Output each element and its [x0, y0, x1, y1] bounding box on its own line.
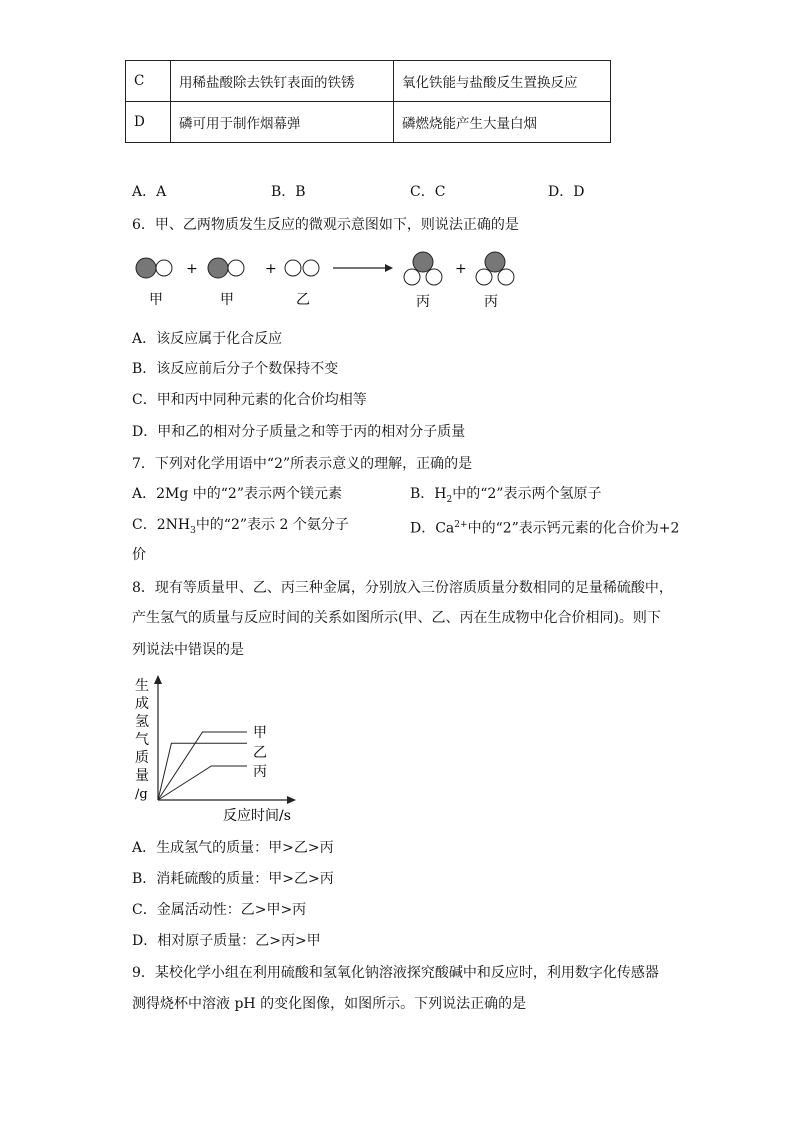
y-label-char: 量: [135, 768, 149, 784]
q6-option-d[interactable]: D．甲和乙的相对分子质量之和等于丙的相对分子质量: [132, 424, 466, 440]
row-reason: 磷燃烧能产生大量白烟: [394, 102, 611, 143]
molecule-atom-dark: [485, 252, 505, 272]
q7-option-d-continued: 价: [132, 547, 146, 563]
label-jia: 甲: [149, 292, 163, 308]
label-bing: 丙: [484, 294, 498, 310]
q7-stem: 7．下列对化学用语中“2”所表示意义的理解，正确的是: [132, 456, 473, 472]
q8-graph: [125, 670, 325, 830]
superscript: 2+: [454, 520, 468, 530]
series-label: 丙: [253, 764, 267, 780]
molecule-atom-light: [303, 260, 319, 276]
molecule-atom-dark: [413, 252, 433, 272]
subscript: 2: [446, 494, 453, 505]
molecule-atom-light: [498, 269, 514, 285]
q6-option-a[interactable]: A．该反应属于化合反应: [132, 331, 283, 347]
q6-option-b[interactable]: B．该反应前后分子个数保持不变: [132, 361, 339, 377]
y-label-char: 质: [135, 750, 149, 766]
row-letter: D: [126, 102, 171, 143]
subscript: 3: [190, 525, 196, 536]
option-text: B．H: [410, 486, 447, 502]
q8-option-b[interactable]: B．消耗硫酸的质量：甲>乙>丙: [132, 871, 334, 887]
molecule-atom-light: [404, 269, 420, 285]
x-axis-arrow-icon: [287, 796, 296, 804]
q7-option-c[interactable]: [132, 515, 349, 541]
plus-sign: +: [186, 261, 198, 277]
q6-molecule-diagram: [125, 248, 545, 320]
q5-option-b[interactable]: B．B: [271, 184, 306, 200]
q5-option-c[interactable]: C．C: [410, 184, 446, 200]
molecule-atom-light: [285, 260, 301, 276]
y-label-char: 氢: [135, 714, 149, 730]
series-label: 甲: [253, 725, 267, 741]
label-bing: 丙: [416, 294, 430, 310]
molecule-atom-dark: [208, 258, 228, 278]
row-reason: 氧化铁能与盐酸反生置换反应: [394, 61, 611, 102]
q9-stem-line2: 测得烧杯中溶液 pH 的变化图像，如图所示。下列说法正确的是: [132, 996, 527, 1012]
option-text: 中的“2”表示钙元素的化合价为+2: [467, 520, 680, 537]
q6-stem: 6．甲、乙两物质发生反应的微观示意图如下，则说法正确的是: [132, 217, 519, 233]
molecule-atom-light: [228, 260, 244, 276]
q8-option-d[interactable]: D．相对原子质量：乙>丙>甲: [132, 933, 321, 949]
options-table: [125, 60, 611, 143]
q8-stem-line3: 列说法中错误的是: [132, 642, 244, 658]
y-axis-arrow-icon: [154, 675, 162, 684]
molecule-atom-light: [156, 260, 172, 276]
q9-stem-line1: 9．某校化学小组在利用硫酸和氢氧化钠溶液探究酸碱中和反应时，利用数字化传感器: [132, 965, 659, 981]
label-yi: 乙: [296, 292, 310, 308]
q5-option-a[interactable]: A．A: [132, 184, 167, 200]
row-action: 用稀盐酸除去铁钉表面的铁锈: [171, 61, 394, 102]
option-text: 中的“2”表示两个氢原子: [452, 486, 602, 502]
x-axis-label: 反应时间/s: [223, 808, 291, 824]
q8-option-c[interactable]: C．金属活动性：乙>甲>丙: [132, 902, 307, 918]
table-row: [126, 61, 611, 102]
q6-option-c[interactable]: C．甲和丙中同种元素的化合价均相等: [132, 392, 367, 408]
q5-option-d[interactable]: D．D: [548, 184, 585, 200]
plus-sign: +: [455, 261, 467, 277]
option-text: D．Ca: [410, 520, 455, 537]
molecule-atom-light: [476, 269, 492, 285]
plus-sign: +: [265, 261, 277, 277]
y-label-char: 成: [135, 696, 149, 712]
series-label: 乙: [253, 745, 267, 761]
option-text: 中的“2”表示 2 个氨分子: [195, 517, 349, 533]
q8-stem-line2: 产生氢气的质量与反应时间的关系如图所示(甲、乙、丙在生成物中化合价相同)。则下: [132, 610, 661, 626]
molecule-atom-light: [426, 269, 442, 285]
molecule-atom-dark: [136, 258, 156, 278]
row-action: 磷可用于制作烟幕弹: [171, 102, 394, 143]
y-label-char: /g: [135, 787, 148, 802]
q7-option-d[interactable]: [410, 515, 679, 539]
option-text: C．2NH: [132, 517, 191, 533]
table-row: [126, 102, 611, 143]
label-jia: 甲: [220, 292, 234, 308]
q7-option-a[interactable]: A．2Mg 中的“2”表示两个镁元素: [132, 486, 342, 502]
q7-option-b[interactable]: [410, 484, 601, 510]
series-line-bing: [158, 766, 247, 800]
y-label-char: 气: [135, 732, 149, 748]
arrow-head-icon: [385, 264, 393, 272]
row-letter: C: [126, 61, 171, 102]
q8-option-a[interactable]: A．生成氢气的质量：甲>乙>丙: [132, 840, 334, 856]
q8-stem-line1: 8．现有等质量甲、乙、丙三种金属，分别放入三份溶质质量分数相同的足量稀硫酸中，: [132, 580, 673, 596]
y-label-char: 生: [135, 678, 149, 694]
